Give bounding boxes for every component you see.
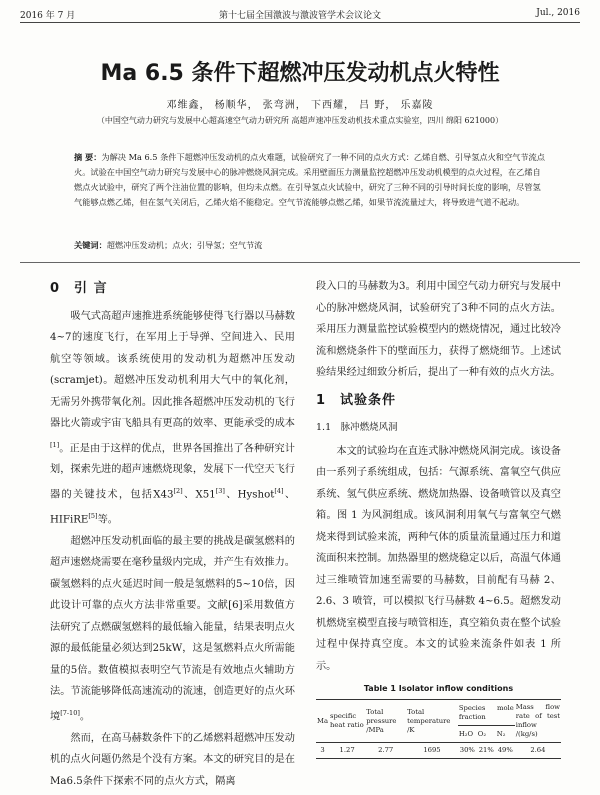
table-header: Total temperature /K [406, 700, 458, 743]
table-row [316, 743, 561, 759]
table-header: Species mole fraction [458, 700, 515, 726]
header-date: 2016 年 7 月 [20, 11, 76, 21]
table-cell: 21% [477, 743, 496, 759]
table-header: Total pressure /MPa [365, 700, 406, 743]
paper-title: Ma 6.5 条件下超燃冲压发动机点火特性 [100, 61, 500, 86]
heading-introduction: 0 引 言 [50, 281, 108, 296]
table-cell: 1.27 [329, 743, 365, 759]
table-cell: 2.77 [365, 743, 406, 759]
section-divider [20, 262, 580, 263]
intro-text: 吸气式高超声速推进系统能够使得飞行器以马赫数4~7的速度飞行，在军用上于导弹、空间进入、民用航空等领域。该系统使用的发动机为超燃冲压发动(scramjet)。超燃冲压发动机利用大气中的氧化剂，无需另外携带氧化剂。因此推各超燃冲压发动机的飞行器比火箭或宇宙飞船具有更高的效率、更能承受的成本 [50, 310, 295, 429]
citation[interactable]: [4] [274, 486, 284, 495]
keywords-label: 关键词： [74, 240, 107, 250]
citation[interactable]: [2] [173, 486, 183, 495]
inflow-conditions-table [316, 699, 561, 759]
abstract-text: 为解决 Ma 6.5 条件下超燃冲压发动机的点火难题，试验研究了一种不同的点火方式：乙烯自燃、引导氢点火和空气节流点火。试验在中国空气动力研究与发展中心的脉冲燃烧风洞完成。采用壁面压力测量监控超燃冲压发动机模型的点火过程，在乙烯自燃点火试验中，研究了两个注油位置的影响，但均未点燃。在引导氢点火试验中，研究了三种不同的引导时间长度的影响，尽管氢气能够点燃乙烯，但在氢气关闭后，乙烯火焰不能稳定。空气节流能够点燃乙烯，如果节流流量过大，将导致进气道不起动。 [74, 152, 545, 207]
left-column [50, 276, 295, 792]
citation[interactable]: [5] [88, 511, 98, 520]
table-subheader: O₂ [477, 726, 496, 743]
intro-text: 超燃冲压发动机面临的最主要的挑战是碳氢燃料的超声速燃烧需要在毫秒量级内完成，并产生有效推力。碳氢燃料的点火延迟时间一般是氢燃料的5~10倍，因此设计可靠的点火方法非常重要。文献[6]采用数值方法研究了点燃碳氢燃料的最低输入能量，结果表明点火源的最低能量必须达到25kW，这是氢燃料点火所需能量的5倍。数值模拟表明空气节流是有效地点火辅助方法。节流能够降低高速流动的流速，创造更好的点火环境 [50, 535, 295, 723]
intro-text: 、X51 [182, 489, 216, 501]
keywords-text: 超燃冲压发动机；点火；引导氢；空气节流 [106, 240, 263, 250]
table-header: specific heat ratio [329, 700, 365, 743]
right-column [316, 276, 561, 759]
table-subheader: N₂ [496, 726, 515, 743]
header-date-en: Jul., 2016 [536, 8, 580, 18]
intro-paragraph-continued: 段入口的马赫数为3。利用中国空气动力研究与发展中心的脉冲燃烧风洞，试验研究了3种不同的点火方法。采用压力测量监控试验模型内的燃烧情况，通过比较冷流和燃烧条件下的壁面压力，获得了燃烧细节。上述试验结果经过细致分析后，提出了一种有效的点火方法。 [316, 281, 561, 378]
header-conference: 第十七届全国激波与激波管学术会议论文 [218, 11, 381, 21]
intro-text: 。 [79, 711, 91, 723]
intro-text: 。正是由于这样的优点，世界各国推出了各种研究计划，探索先进的超声速燃烧现象，发展下一代空天飞行器的关键技术，包括X43 [50, 442, 295, 501]
table-cell: 49% [496, 743, 515, 759]
facility-paragraph: 本文的试验均在直连式脉冲燃烧风洞完成。该设备由一系列子系统组成，包括：气源系统、富氧空气供应系统、氢气供应系统、燃烧加热器、设备喷管以及真空箱。图 1 为风洞组成。该风洞利用氧气与富氧空气燃烧来得到试验来流，两种气体的质量流量通过压力和道流面积来控制。加热器里的燃烧稳定以后，高温气体通过三维喷管加速至需要的马赫数，目前配有马赫 2、2.6、3 喷管，可以模拟飞行马赫数 4~6.5。超燃发动机燃烧室模型直接与喷管相连，真空箱负责在整个试验过程中保持真空度。本文的试验来流条件如表 1 所示。 [316, 445, 561, 672]
table-subheader: H₂O [458, 726, 477, 743]
intro-paragraph-2 [50, 531, 295, 728]
table-cell: 30% [458, 743, 477, 759]
intro-paragraph-3: 然而，在高马赫数条件下的乙烯燃料超燃冲压发动机的点火问题仍然是个没有方案。本文的研究目的是在Ma6.5条件下探索不同的点火方式，隔离 [50, 732, 295, 787]
table-header: Ma [316, 700, 329, 743]
intro-paragraph-1 [50, 306, 295, 531]
heading-test-conditions: 1 试验条件 [316, 392, 397, 408]
table-header: Mass flow rate of test inflow /(kg/s) [515, 700, 561, 743]
affiliation: （中国空气动力研究与发展中心超高速空气动力研究所 高超声速冲压发动机技术重点实验室，四川 绵阳 621000） [96, 116, 504, 125]
abstract-label: 摘 要： [74, 152, 102, 162]
table-cell: 3 [316, 743, 329, 759]
citation[interactable]: [7-10] [60, 708, 80, 717]
table-caption: Table 1 Isolator inflow conditions [363, 684, 514, 693]
authors: 邓维鑫， 杨顺华， 张弯洲， 下西耀， 吕 野， 乐嘉陵 [166, 100, 434, 111]
citation[interactable]: [1] [50, 440, 60, 449]
table-cell: 1695 [406, 743, 458, 759]
intro-text: 、Hyshot [224, 489, 275, 501]
abstract [74, 150, 548, 210]
running-header [20, 6, 580, 23]
subheading-pulse-tunnel: 1.1 脉冲燃烧风洞 [316, 422, 398, 433]
intro-text: 、HIFiRE [50, 489, 296, 526]
table-cell: 2.64 [515, 743, 561, 759]
keywords [74, 238, 548, 253]
citation[interactable]: [3] [215, 486, 225, 495]
intro-text: 等。 [97, 514, 118, 526]
